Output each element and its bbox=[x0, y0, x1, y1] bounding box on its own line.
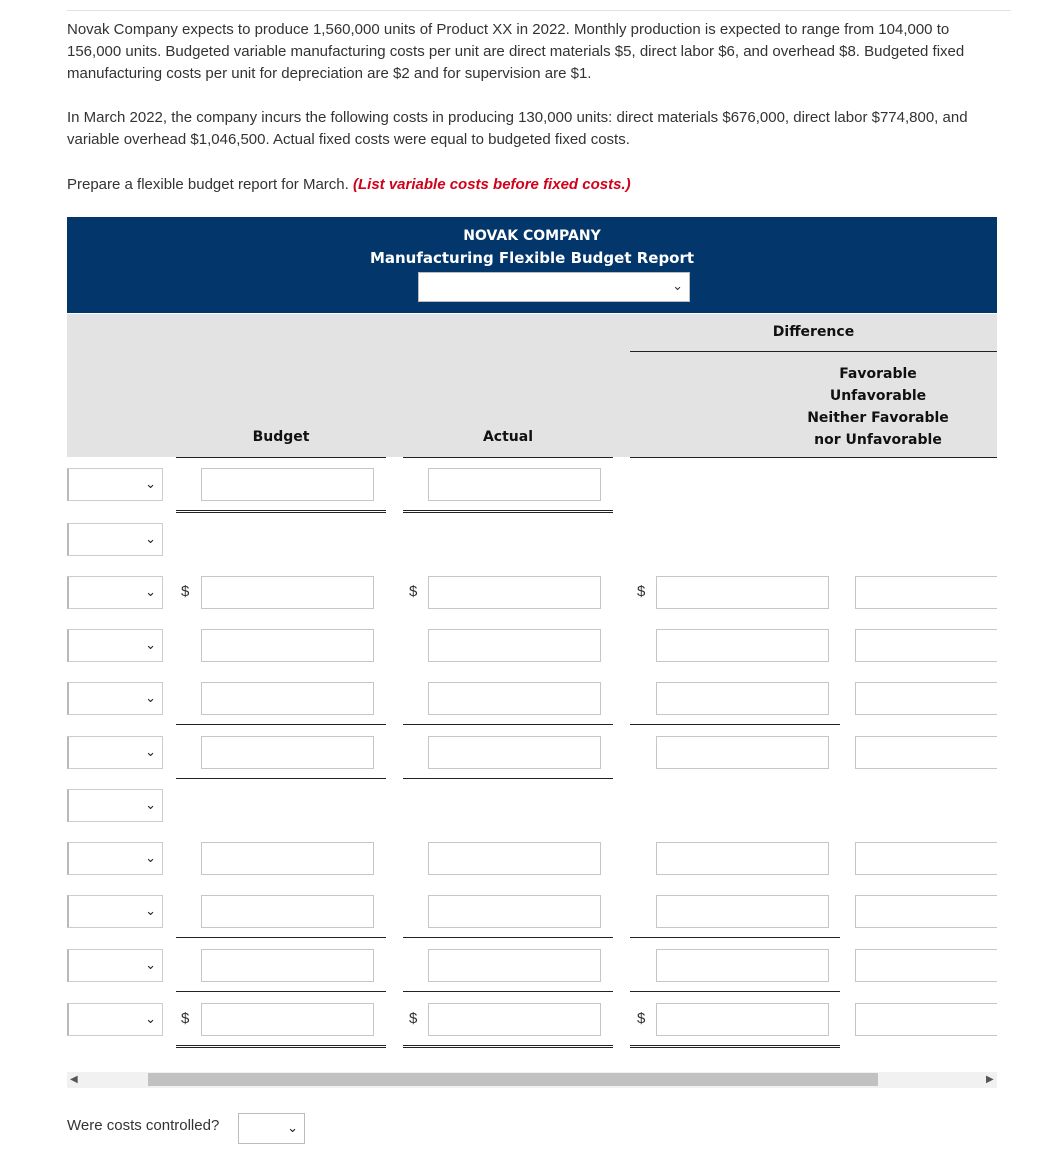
difference-amount-input[interactable] bbox=[656, 629, 829, 662]
difference-amount-input[interactable] bbox=[656, 682, 829, 715]
problem-paragraph-2: In March 2022, the company incurs the following costs in producing 130,000 units: direct materials $676,000, direct labor $774,800, and variable overhead $1,046,500. Actual fixed costs were equal to budgeted fixed costs. bbox=[67, 109, 968, 148]
chevron-down-icon: ⌄ bbox=[672, 278, 683, 293]
actual-amount-input[interactable] bbox=[428, 895, 601, 928]
costs-controlled-select[interactable] bbox=[238, 1113, 305, 1144]
budget-amount-input[interactable] bbox=[201, 682, 374, 715]
fav-line: Favorable bbox=[839, 366, 917, 382]
subtotal-rule bbox=[403, 778, 613, 779]
currency-symbol: $ bbox=[181, 583, 190, 600]
subtotal-rule bbox=[630, 991, 840, 992]
currency-symbol: $ bbox=[181, 1010, 190, 1027]
report-title: Manufacturing Flexible Budget Report bbox=[369, 249, 695, 267]
favorability-input[interactable] bbox=[855, 682, 997, 715]
row-label-select[interactable] bbox=[67, 842, 163, 875]
currency-symbol: $ bbox=[409, 583, 418, 600]
double-rule bbox=[403, 1045, 613, 1048]
subtotal-rule bbox=[176, 724, 386, 725]
actual-heading: Actual bbox=[482, 429, 534, 445]
budget-amount-input[interactable] bbox=[201, 895, 374, 928]
chevron-down-icon: ⌄ bbox=[145, 584, 156, 599]
row-label-select[interactable] bbox=[67, 523, 163, 556]
budget-total-input[interactable] bbox=[201, 736, 374, 769]
favorability-input[interactable] bbox=[855, 576, 997, 609]
double-rule bbox=[630, 1045, 840, 1048]
subtotal-rule bbox=[176, 991, 386, 992]
actual-amount-input[interactable] bbox=[428, 576, 601, 609]
problem-paragraph-1: Novak Company expects to produce 1,560,000 units of Product XX in 2022. Monthly production is expected to range from 104,000 to 156,000 units. Budgeted variable manufacturing costs per unit are direct materials $5, direct labor $6, and overhead $8. Budgeted fixed manufacturing costs per unit for depreciation are $2 and for supervision are $1. bbox=[67, 21, 965, 82]
row-label-select[interactable] bbox=[67, 736, 163, 769]
actual-units-input[interactable] bbox=[428, 468, 601, 501]
budget-rule bbox=[176, 457, 386, 458]
currency-symbol: $ bbox=[637, 583, 646, 600]
budget-total-input[interactable] bbox=[201, 949, 374, 982]
actual-total-input[interactable] bbox=[428, 736, 601, 769]
difference-rule bbox=[630, 351, 997, 352]
double-rule bbox=[176, 510, 386, 513]
subtotal-rule bbox=[630, 724, 840, 725]
row-label-select[interactable] bbox=[67, 789, 163, 822]
triangle-left-icon[interactable]: ◀ bbox=[70, 1074, 78, 1085]
difference-grand-total-input[interactable] bbox=[656, 1003, 829, 1036]
chevron-down-icon: ⌄ bbox=[145, 957, 156, 972]
company-name: NOVAK COMPANY bbox=[463, 228, 601, 244]
budget-amount-input[interactable] bbox=[201, 629, 374, 662]
difference-amount-input[interactable] bbox=[656, 842, 829, 875]
double-rule bbox=[403, 510, 613, 513]
row-label-select[interactable] bbox=[67, 468, 163, 501]
budget-amount-input[interactable] bbox=[201, 576, 374, 609]
row-label-select[interactable] bbox=[67, 576, 163, 609]
subtotal-rule bbox=[403, 991, 613, 992]
chevron-down-icon: ⌄ bbox=[145, 850, 156, 865]
difference-total-input[interactable] bbox=[656, 736, 829, 769]
chevron-down-icon: ⌄ bbox=[145, 903, 156, 918]
fav-line: Neither Favorable bbox=[807, 410, 949, 426]
favorability-input[interactable] bbox=[855, 736, 997, 769]
triangle-right-icon[interactable]: ▶ bbox=[986, 1074, 994, 1085]
actual-total-input[interactable] bbox=[428, 949, 601, 982]
chevron-down-icon: ⌄ bbox=[145, 744, 156, 759]
budget-units-input[interactable] bbox=[201, 468, 374, 501]
top-divider bbox=[67, 10, 1011, 11]
row-label-select[interactable] bbox=[67, 895, 163, 928]
scrollbar-thumb[interactable] bbox=[148, 1073, 878, 1086]
chevron-down-icon: ⌄ bbox=[145, 1011, 156, 1026]
fav-line: Unfavorable bbox=[829, 388, 927, 404]
fav-line: nor Unfavorable bbox=[814, 432, 942, 448]
actual-grand-total-input[interactable] bbox=[428, 1003, 601, 1036]
budget-amount-input[interactable] bbox=[201, 842, 374, 875]
chevron-down-icon: ⌄ bbox=[145, 476, 156, 491]
row-label-select[interactable] bbox=[67, 949, 163, 982]
subtotal-rule bbox=[176, 778, 386, 779]
subtotal-rule bbox=[403, 937, 613, 938]
favorability-heading bbox=[760, 363, 996, 451]
period-select[interactable] bbox=[418, 272, 690, 302]
actual-amount-input[interactable] bbox=[428, 629, 601, 662]
difference-amount-input[interactable] bbox=[656, 576, 829, 609]
subtotal-rule bbox=[403, 724, 613, 725]
actual-amount-input[interactable] bbox=[428, 682, 601, 715]
actual-amount-input[interactable] bbox=[428, 842, 601, 875]
favorability-input[interactable] bbox=[855, 895, 997, 928]
actual-rule bbox=[403, 457, 613, 458]
subtotal-rule bbox=[176, 937, 386, 938]
chevron-down-icon: ⌄ bbox=[145, 531, 156, 546]
difference-heading: Difference bbox=[772, 324, 855, 340]
instruction-text: Prepare a flexible budget report for March. bbox=[67, 176, 349, 193]
instruction bbox=[67, 174, 1002, 196]
chevron-down-icon: ⌄ bbox=[145, 797, 156, 812]
favorability-input[interactable] bbox=[855, 842, 997, 875]
instruction-note: (List variable costs before fixed costs.) bbox=[353, 176, 631, 193]
costs-controlled-label: Were costs controlled? bbox=[67, 1117, 220, 1134]
chevron-down-icon: ⌄ bbox=[287, 1120, 298, 1135]
subtotal-rule bbox=[630, 937, 840, 938]
chevron-down-icon: ⌄ bbox=[145, 690, 156, 705]
favorability-input[interactable] bbox=[855, 949, 997, 982]
favorability-input[interactable] bbox=[855, 1003, 997, 1036]
row-label-select[interactable] bbox=[67, 1003, 163, 1036]
difference-amount-input[interactable] bbox=[656, 895, 829, 928]
difference-rule bbox=[630, 457, 997, 458]
budget-heading: Budget bbox=[252, 429, 310, 445]
budget-grand-total-input[interactable] bbox=[201, 1003, 374, 1036]
row-label-select[interactable] bbox=[67, 682, 163, 715]
double-rule bbox=[176, 1045, 386, 1048]
difference-total-input[interactable] bbox=[656, 949, 829, 982]
favorability-input[interactable] bbox=[855, 629, 997, 662]
currency-symbol: $ bbox=[637, 1010, 646, 1027]
row-label-select[interactable] bbox=[67, 629, 163, 662]
chevron-down-icon: ⌄ bbox=[145, 637, 156, 652]
currency-symbol: $ bbox=[409, 1010, 418, 1027]
